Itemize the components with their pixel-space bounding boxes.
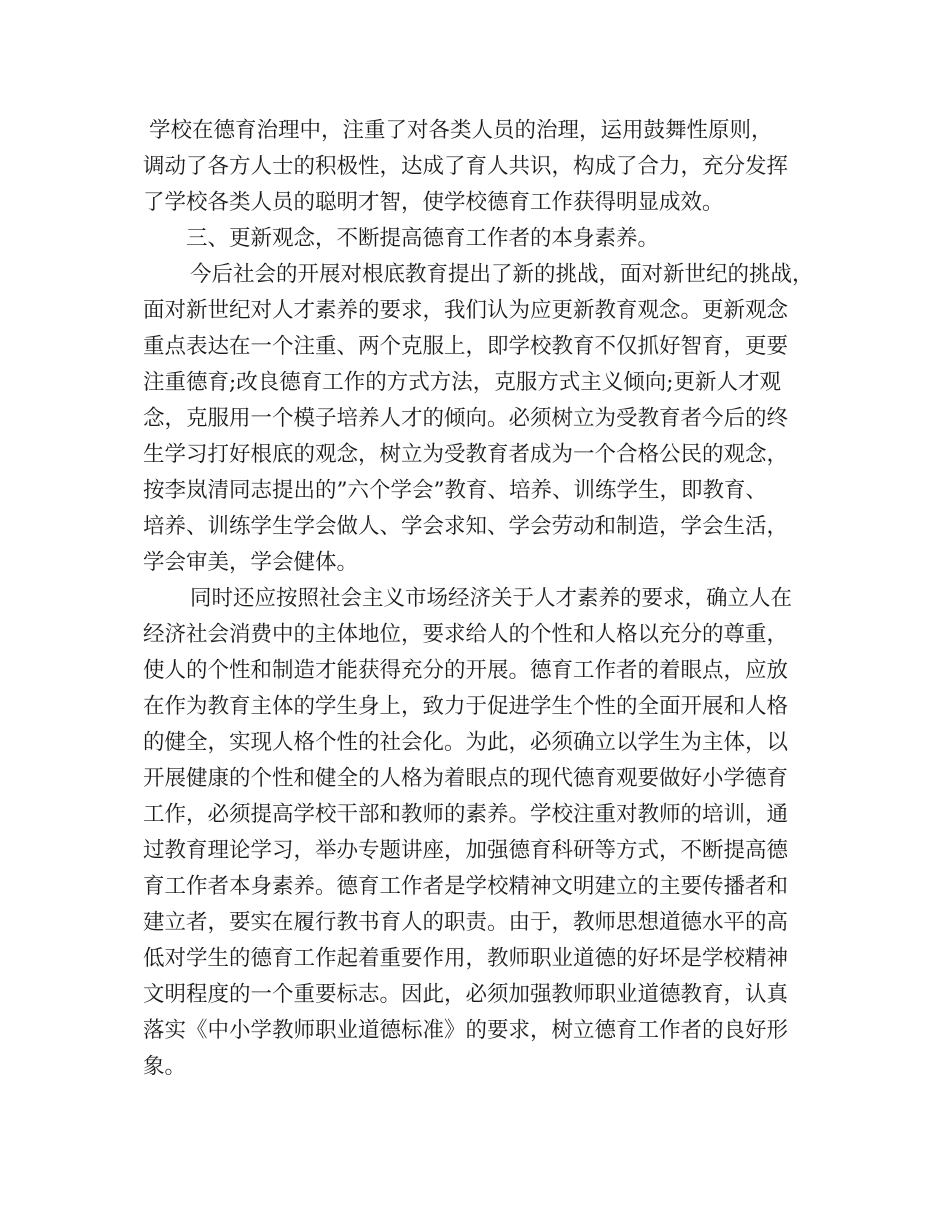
text-line: 调动了各方人士的积极性，达成了育人共识，构成了合力，充分发挥: [143, 154, 789, 179]
text-line: 同时还应按照社会主义市场经济关于人才素养的要求，确立人在: [190, 586, 793, 611]
text-line: 工作，必须提高学校干部和教师的素养。学校注重对教师的培训，通: [143, 802, 789, 827]
text-line: 的健全，实现人格个性的社会化。为此，必须确立以学生为主体，以: [143, 730, 789, 755]
text-line: 今后社会的开展对根底教育提出了新的挑战，面对新世纪的挑战，: [190, 262, 814, 287]
text-line: 注重德育;改良德育工作的方式方法，克服方式主义倾向;更新人才观: [143, 370, 781, 395]
text-line: 育工作者本身素养。德育工作者是学校精神文明建立的主要传播者和: [143, 874, 789, 899]
text-line: 面对新世纪对人才素养的要求，我们认为应更新教育观念。更新观念: [143, 298, 789, 323]
section-heading: [143, 221, 823, 257]
text-line: 建立者，要实在履行教书育人的职责。由于，教师思想道德水平的高: [143, 910, 789, 935]
text-line: 了学校各类人员的聪明才智，使学校德育工作获得明显成效。: [143, 190, 724, 215]
document-body: [143, 113, 823, 1085]
text-line: 学校在德育治理中，注重了对各类人员的治理，运用鼓舞性原则，: [149, 118, 773, 143]
text-line: 使人的个性和制造才能获得充分的开展。德育工作者的着眼点，应放: [143, 658, 789, 683]
text-line: 象。: [143, 1054, 187, 1079]
text-line: 念，克服用一个模子培养人才的倾向。必须树立为受教育者今后的终: [143, 406, 789, 431]
text-line: 落实《中小学教师职业道德标准》的要求，树立德育工作者的良好形: [143, 1018, 789, 1043]
text-line: 经济社会消费中的主体地位，要求给人的个性和人格以充分的尊重，: [143, 622, 789, 647]
text-line: 文明程度的一个重要标志。因此，必须加强教师职业道德教育，认真: [143, 982, 789, 1007]
paragraph-1: [143, 113, 823, 221]
text-line: 培养、训练学生学会做人、学会求知、学会劳动和制造，学会生活，: [143, 514, 789, 539]
paragraph-3: [143, 581, 823, 1085]
text-line: 在作为教育主体的学生身上，致力于促进学生个性的全面开展和人格: [143, 694, 789, 719]
text-line: 三、更新观念，不断提高德育工作者的本身素养。: [186, 226, 660, 251]
text-line: 生学习打好根底的观念，树立为受教育者成为一个合格公民的观念，: [143, 442, 789, 467]
text-line: 按李岚清同志提出的”六个学会”教育、培养、训练学生，即教育、: [143, 478, 767, 503]
text-line: 低对学生的德育工作起着重要作用，教师职业道德的好坏是学校精神: [143, 946, 789, 971]
paragraph-2: [143, 257, 823, 581]
text-line: 开展健康的个性和健全的人格为着眼点的现代德育观要做好小学德育: [143, 766, 789, 791]
text-line: 过教育理论学习，举办专题讲座，加强德育科研等方式，不断提高德: [143, 838, 789, 863]
text-line: 重点表达在一个注重、两个克服上，即学校教育不仅抓好智育，更要: [143, 334, 789, 359]
text-line: 学会审美，学会健体。: [143, 550, 359, 575]
